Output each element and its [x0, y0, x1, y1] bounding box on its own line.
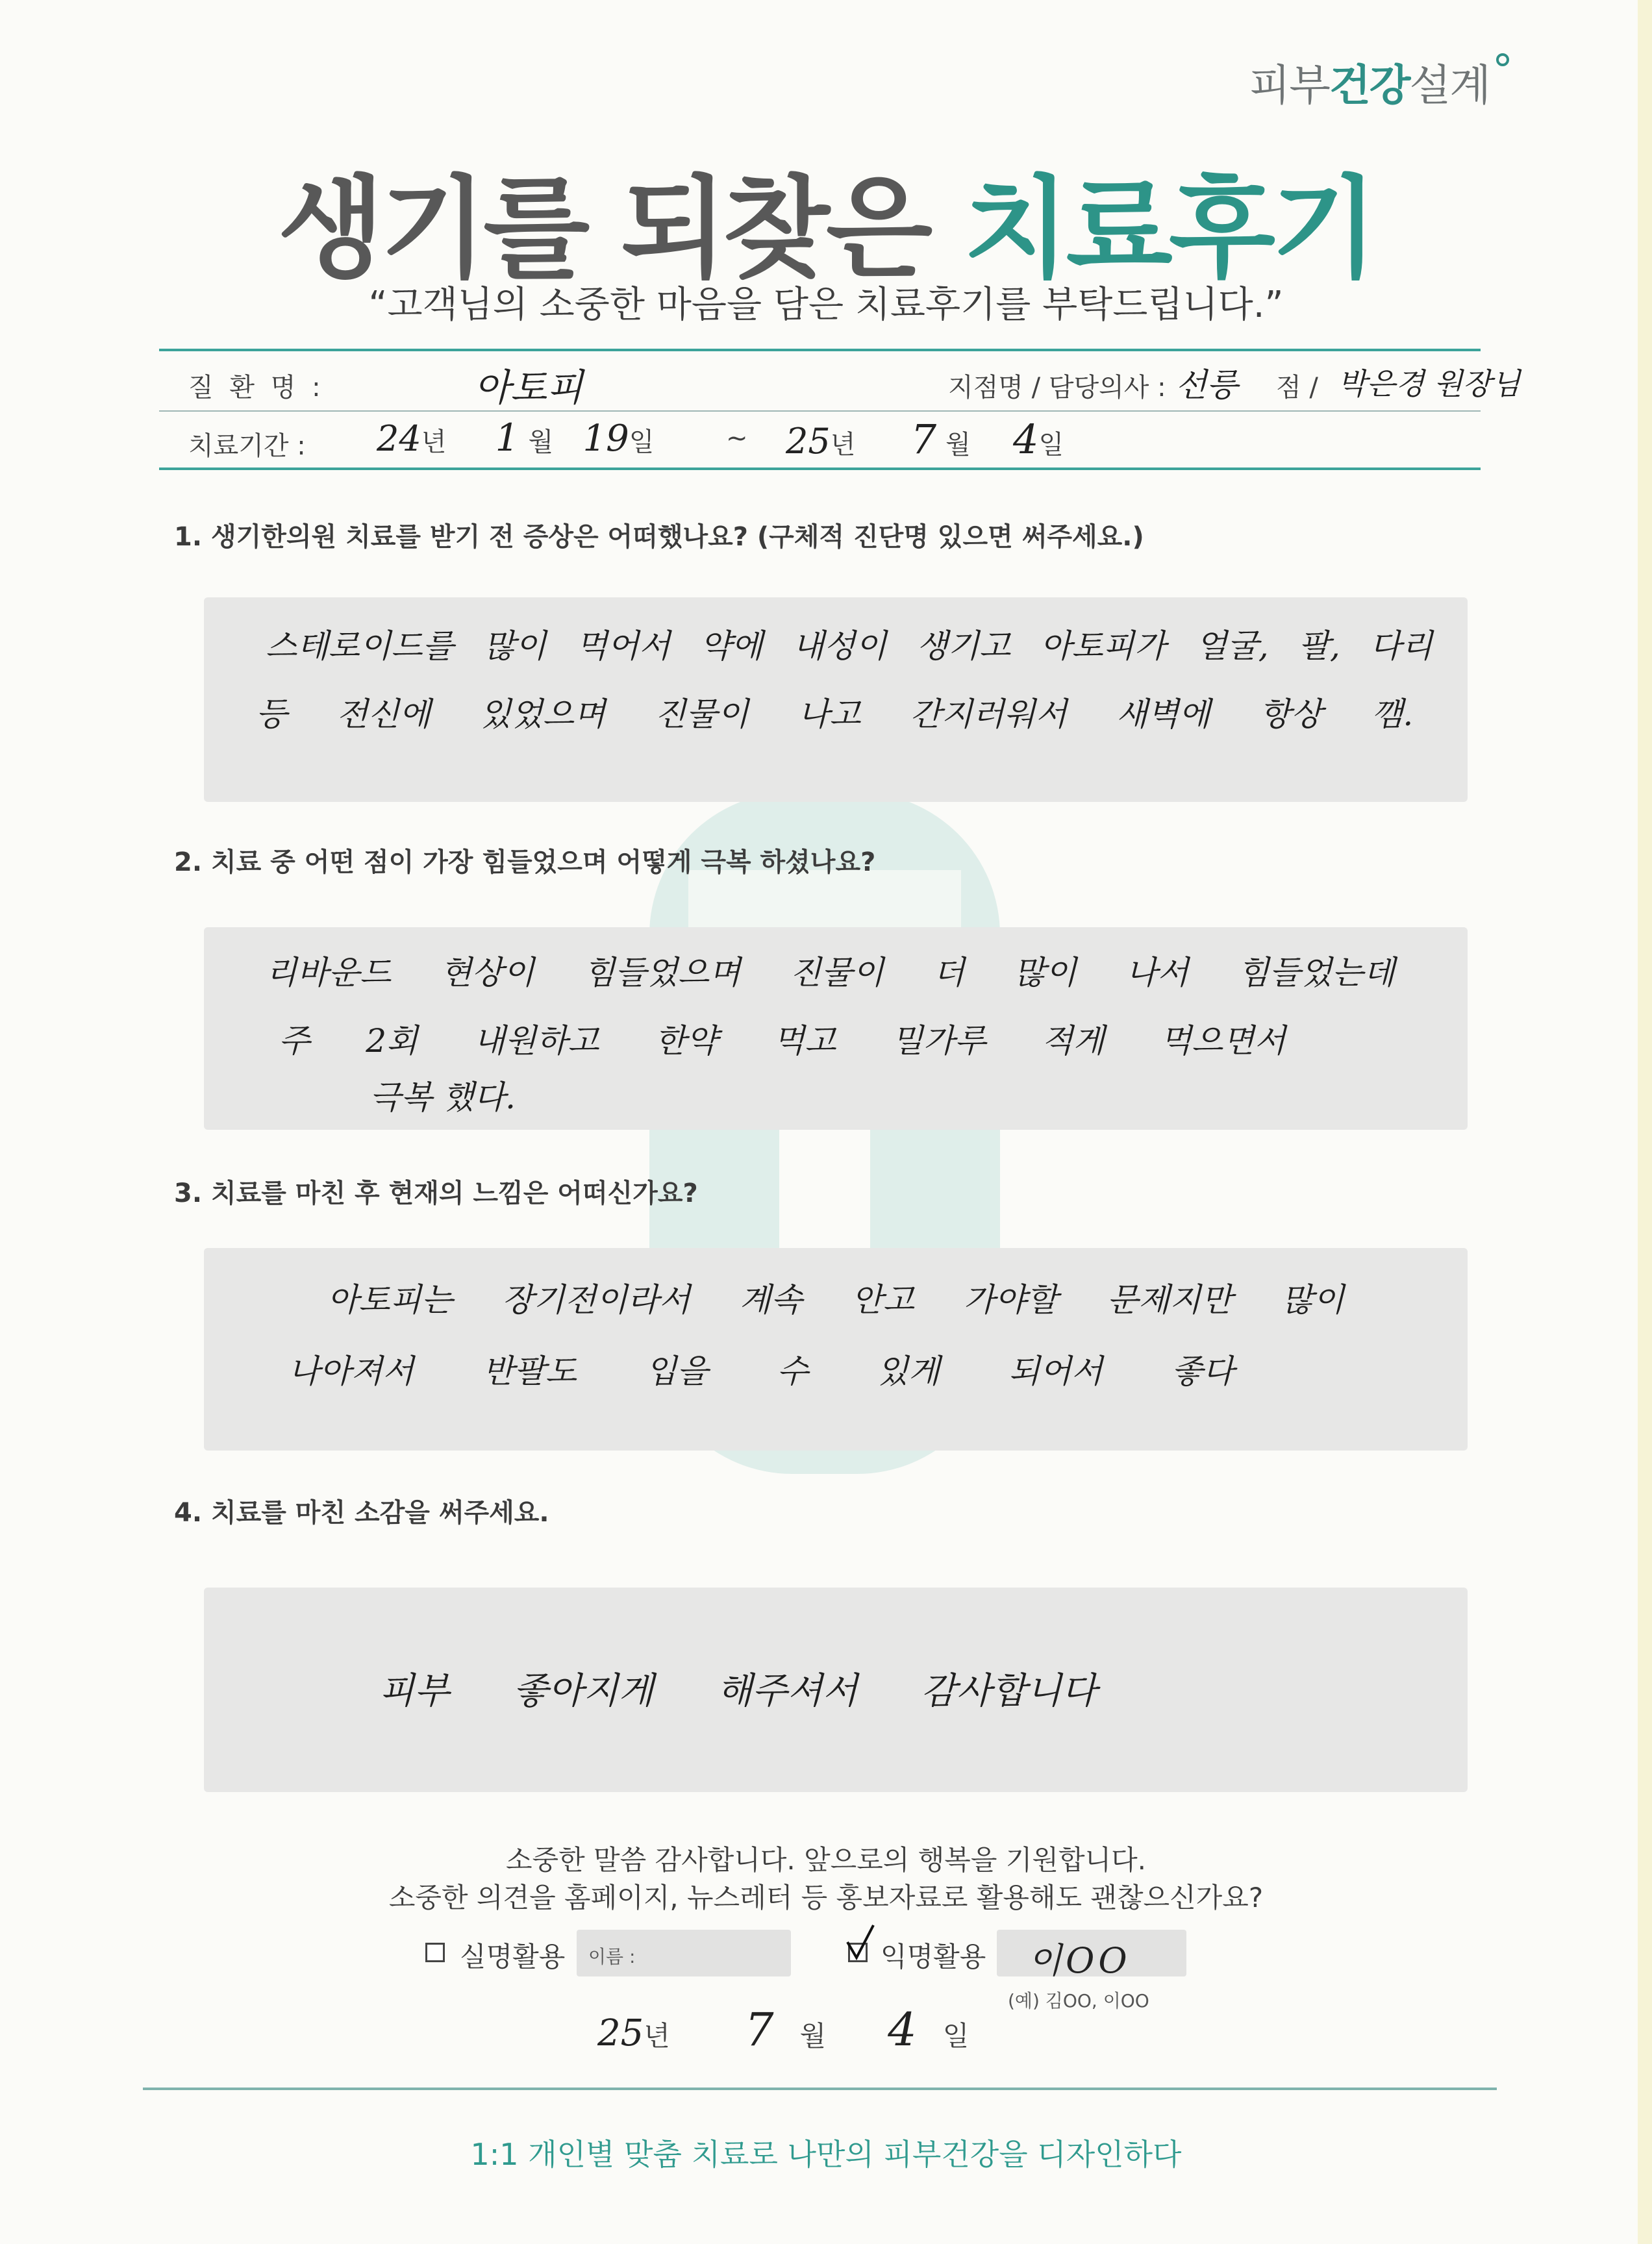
anonymous-checkbox[interactable] [848, 1943, 868, 1962]
question-4-title: 4. 치료를 마친 소감을 써주세요. [174, 1498, 549, 1528]
date-month: 7 [744, 2003, 774, 2056]
answer-1-line-1: 스테로이드를 많이 먹어서 약에 내성이 생기고 아토피가 얼굴, 팔, 다리 [266, 627, 1433, 665]
page-subtitle: “고객님의 소중한 마음을 담은 치료후기를 부탁드립니다.” [368, 284, 1284, 326]
month-unit: 월 [799, 2020, 827, 2052]
answer-3-line-2: 나아져서 반팔도 입을 수 있게 되어서 좋다 [288, 1353, 1234, 1390]
anonymous-name-field[interactable] [997, 1930, 1186, 1981]
question-2-title: 2. 치료 중 어떤 점이 가장 힘들었으며 어떻게 극복 하셨나요? [174, 847, 876, 877]
brand-prefix: 피부 [1249, 60, 1329, 110]
day-unit: 일 [629, 427, 655, 457]
footer-slogan: 1:1 개인별 맞춤 치료로 나만의 피부건강을 디자인하다 [470, 2137, 1182, 2172]
end-year: 25 [786, 421, 831, 462]
name-example: (예) 김OO, 이OO [1008, 1990, 1149, 2012]
footer-line [143, 2088, 1497, 2090]
anonymous-label: 익명활용 [881, 1941, 986, 1973]
year-unit: 년 [830, 430, 856, 460]
branch-value: 선릉 [1175, 366, 1238, 404]
period-start [377, 416, 654, 460]
realname-label: 실명활용 [460, 1941, 566, 1973]
period-tilde: ~ [726, 423, 748, 453]
answer-4-line-1: 피부 좋아지게 해주셔서 감사합니다 [379, 1670, 1097, 1712]
year-unit: 년 [421, 427, 447, 457]
branch-label: 지점명 / 담당의사 : [948, 373, 1166, 403]
realname-checkbox[interactable] [425, 1943, 445, 1962]
disease-label: 질 환 명 : [188, 373, 325, 403]
answer-2-line-3: 극복 했다. [369, 1078, 516, 1116]
answer-box-1 [204, 597, 1468, 802]
year-unit: 년 [644, 2020, 670, 2052]
month-unit: 월 [528, 427, 554, 457]
start-day: 19 [582, 418, 629, 460]
question-1-title: 1. 생기한의원 치료를 받기 전 증상은 어떠했나요? (구체적 진단명 있으면 써주세요.) [174, 522, 1144, 552]
date-day: 4 [888, 2003, 917, 2056]
brand-suffix: 설계 [1409, 60, 1490, 110]
day-unit: 일 [1038, 430, 1064, 460]
answer-box-4 [204, 1588, 1468, 1792]
answer-1-line-2: 등 전신에 있었으며 진물이 나고 간지러워서 새벽에 항상 깸. [256, 695, 1414, 733]
period-end [786, 416, 1064, 463]
start-year: 24 [377, 418, 421, 459]
answer-2-line-1: 리바운드 현상이 힘들었으며 진물이 더 많이 나서 힘들었는데 [266, 954, 1395, 991]
month-unit: 월 [945, 430, 971, 460]
answer-2-line-2: 주 2회 내원하고 한약 먹고 밀가루 적게 먹으면서 [279, 1022, 1286, 1060]
answer-box-3 [204, 1248, 1468, 1451]
name-field-label: 이름 : [588, 1946, 636, 1967]
realname-name-field[interactable] [577, 1930, 791, 1976]
anonymous-name-value: 이OO [1028, 1940, 1131, 1981]
start-month: 1 [495, 416, 519, 460]
end-day: 4 [1012, 416, 1039, 463]
brand-highlight: 건강 [1329, 60, 1410, 110]
doctor-value: 박은경 원장님 [1338, 366, 1521, 401]
closing-line-1: 소중한 말씀 감사합니다. 앞으로의 행복을 기원합니다. [505, 1844, 1147, 1876]
date-year: 25 [597, 2012, 644, 2054]
end-month: 7 [910, 416, 937, 463]
header-top-line [159, 349, 1481, 351]
header-bottom-line [159, 468, 1481, 470]
branch-suffix: 점 / [1276, 373, 1318, 403]
disease-value: 아토피 [474, 366, 584, 410]
question-3-title: 3. 치료를 마친 후 현재의 느낌은 어떠신가요? [174, 1178, 698, 1208]
checkmark-icon [845, 1923, 876, 1962]
answer-box-2 [204, 927, 1468, 1130]
title-main: 생기를 되찾은 [277, 165, 964, 293]
page-title [0, 140, 1652, 299]
header-mid-line [159, 410, 1481, 412]
closing-line-2: 소중한 의견을 홈페이지, 뉴스레터 등 홍보자료로 활용해도 괜찮으신가요? [388, 1882, 1264, 1914]
signature-date [597, 2003, 969, 2056]
period-label: 치료기간 : [188, 431, 306, 461]
title-accent: 치료후기 [963, 165, 1375, 293]
day-unit: 일 [942, 2020, 970, 2052]
brand-dot-icon [1496, 53, 1509, 66]
answer-3-line-1: 아토피는 장기전이라서 계속 안고 가야할 문제지만 많이 [327, 1281, 1345, 1319]
brand-logo [1249, 51, 1490, 112]
